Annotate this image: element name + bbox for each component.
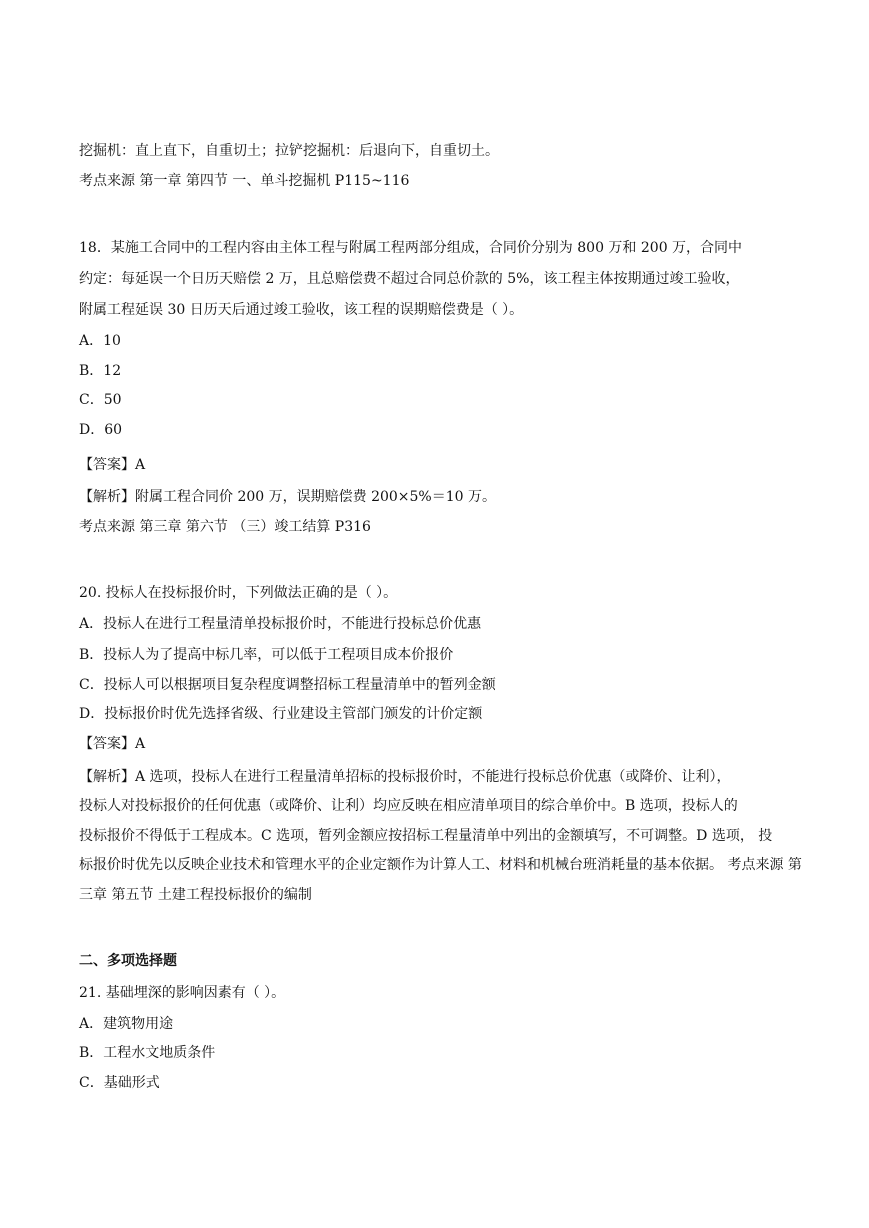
question-18-stem: 附属工程延误 30 日历天后通过竣工验收，该工程的误期赔偿费是（ ）。: [79, 302, 524, 318]
analysis: 三章 第五节 土建工程投标报价的编制: [79, 887, 312, 903]
analysis: 【解析】A 选项，投标人在进行工程量清单招标的投标报价时，不能进行投标总价优惠（或降价、让利），: [79, 769, 731, 785]
analysis: 【解析】附属工程合同价 200 万，误期赔偿费 200×5%＝10 万。: [79, 489, 496, 505]
question-20-stem: 20. 投标人在投标报价时，下列做法正确的是（ ）。: [79, 585, 398, 601]
option-a: A．10: [79, 333, 121, 349]
analysis: 标报价时优先以反映企业技术和管理水平的企业定额作为计算人工、材料和机械台班消耗量的基本依据。 考点来源 第: [79, 857, 802, 873]
question-18-stem: 约定：每延误一个日历天赔偿 2 万，且总赔偿费不超过合同总价款的 5%，该工程主体按期通过竣工验收，: [79, 271, 740, 287]
analysis: 投标报价不得低于工程成本。C 选项，暂列金额应按招标工程量清单中列出的金额填写，不可调整。D 选项， 投: [79, 828, 773, 844]
option-b: B．12: [79, 363, 122, 379]
question-18-stem: 18．某施工合同中的工程内容由主体工程与附属工程两部分组成，合同价分别为 800 万和 200 万，合同中: [79, 240, 743, 256]
answer: 【答案】A: [79, 736, 146, 752]
option-b: B．工程水文地质条件: [79, 1045, 216, 1061]
option-b: B．投标人为了提高中标几率，可以低于工程项目成本价报价: [79, 647, 454, 663]
option-d: D．60: [79, 422, 123, 438]
answer: 【答案】A: [79, 457, 146, 473]
source-line: 考点来源 第一章 第四节 一、单斗挖掘机 P115~116: [79, 173, 410, 189]
section-heading: 二、多项选择题: [79, 953, 177, 969]
option-c: C．50: [79, 392, 122, 408]
option-c: C．投标人可以根据项目复杂程度调整招标工程量清单中的暂列金额: [79, 677, 496, 693]
analysis: 投标人对投标报价的任何优惠（或降价、让利）均应反映在相应清单项目的综合单价中。B 选项，投标人的: [79, 798, 738, 814]
source-line: 考点来源 第三章 第六节 （三）竣工结算 P316: [79, 519, 371, 535]
option-c: C．基础形式: [79, 1075, 160, 1091]
text-line: 挖掘机：直上直下，自重切土；拉铲挖掘机：后退向下，自重切土。: [79, 143, 499, 159]
option-a: A．建筑物用途: [79, 1016, 174, 1032]
option-a: A．投标人在进行工程量清单投标报价时，不能进行投标总价优惠: [79, 616, 482, 632]
option-d: D．投标报价时优先选择省级、行业建设主管部门颁发的计价定额: [79, 706, 483, 722]
question-21-stem: 21. 基础埋深的影响因素有（ ）。: [79, 985, 286, 1001]
